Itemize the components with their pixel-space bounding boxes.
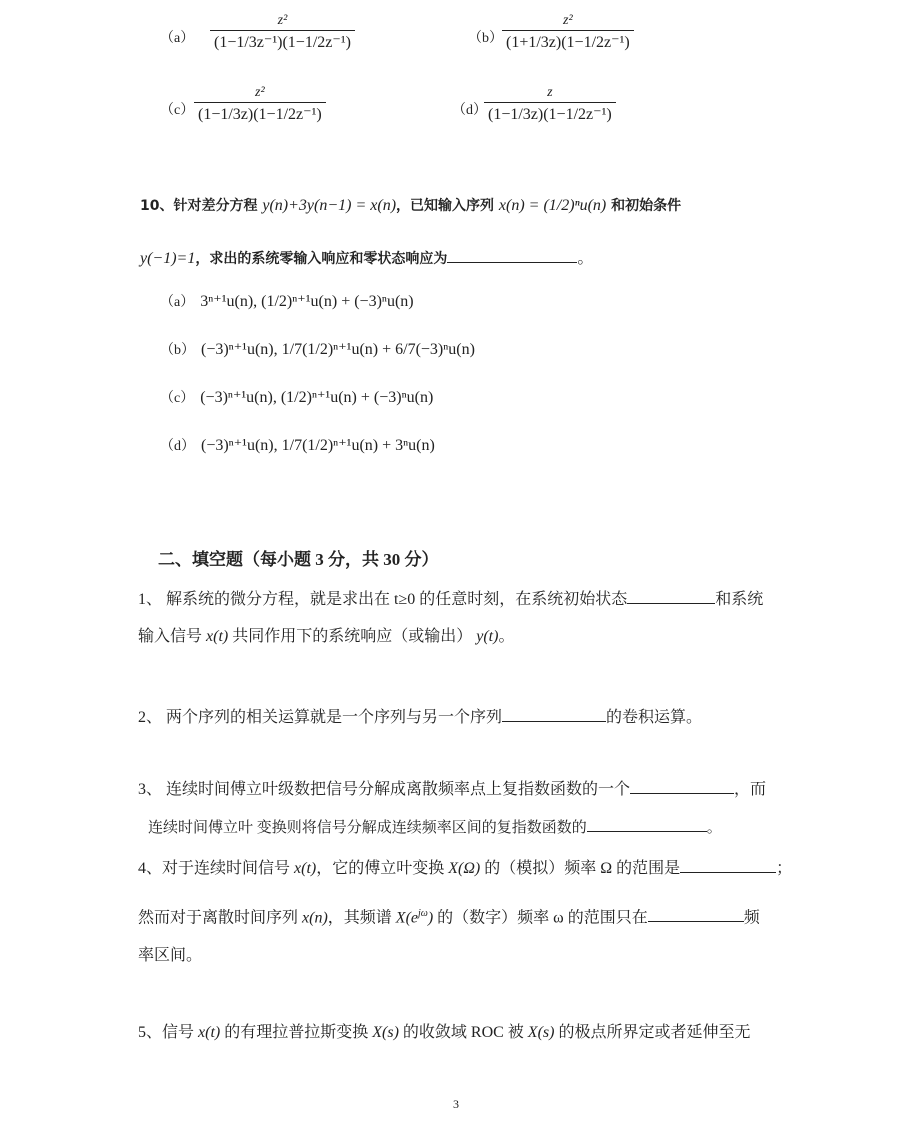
numerator: z² xyxy=(277,13,288,28)
text: 的（数字）频率 ω 的范围只在 xyxy=(433,909,648,927)
page-number: 3 xyxy=(453,1097,459,1111)
equation: y(−1)=1 xyxy=(140,250,196,267)
text: 和系统 xyxy=(715,591,764,608)
text: 10、针对差分方程 xyxy=(140,198,263,214)
equation: x(n) = (1/2)ⁿu(n) xyxy=(498,197,607,214)
math: y(t) xyxy=(476,628,499,645)
option-label: （c） xyxy=(160,103,195,118)
text: ； xyxy=(776,860,793,877)
denominator: (1−1/3z)(1−1/2z⁻¹) xyxy=(194,102,326,125)
q10-option-c xyxy=(160,388,433,409)
math: x(t) xyxy=(198,1024,221,1041)
answer-blank[interactable] xyxy=(502,705,606,722)
q9-fraction-c xyxy=(194,84,326,125)
denominator: (1−1/3z)(1−1/2z⁻¹) xyxy=(484,102,616,125)
text: 的有理拉普拉斯变换 xyxy=(220,1024,373,1041)
q10-line-1 xyxy=(140,196,681,216)
fill-q3-line-1 xyxy=(138,777,766,800)
text: 和初始条件 xyxy=(606,198,682,214)
fill-q1-line-2 xyxy=(138,627,514,647)
fill-q1-line-1 xyxy=(138,587,763,610)
denominator: (1−1/3z⁻¹)(1−1/2z⁻¹) xyxy=(210,30,355,53)
math: x(n) xyxy=(302,909,328,927)
text: ，已知输入序列 xyxy=(396,198,499,214)
equation: y(n)+3y(n−1) = x(n) xyxy=(262,197,397,214)
text: 2、 两个序列的相关运算就是一个序列与另一个序列 xyxy=(138,709,503,726)
q9-option-a xyxy=(160,28,200,49)
fill-q3-line-2 xyxy=(148,815,722,838)
text: ，它的傅立叶变换 xyxy=(316,860,449,877)
q10-option-a xyxy=(160,292,414,313)
math: X(s) xyxy=(372,1024,399,1041)
answer-blank[interactable] xyxy=(587,815,707,832)
option-text: (−3)ⁿ⁺¹u(n), 1/7(1/2)ⁿ⁺¹u(n) + 3ⁿu(n) xyxy=(201,437,435,454)
text: 然而对于离散时间序列 xyxy=(138,909,303,927)
option-text: (−3)ⁿ⁺¹u(n), 1/7(1/2)ⁿ⁺¹u(n) + 6/7(−3)ⁿu(n) xyxy=(201,341,475,358)
text: 5、信号 xyxy=(138,1024,199,1041)
q9-fraction-b xyxy=(502,12,634,53)
fill-q4-line-2 xyxy=(138,904,760,928)
math: jω xyxy=(418,908,428,919)
text: 的卷积运算。 xyxy=(606,709,703,726)
text: 。 xyxy=(706,820,722,836)
q10-option-b xyxy=(160,340,475,361)
text: 输入信号 xyxy=(138,628,207,645)
option-label: （a） xyxy=(160,31,195,46)
text: 。 xyxy=(498,628,515,645)
text: 频 xyxy=(743,909,760,927)
answer-blank[interactable] xyxy=(680,856,776,873)
text: 4、对于连续时间信号 xyxy=(138,860,295,877)
answer-blank[interactable] xyxy=(630,777,734,794)
text: 。 xyxy=(577,250,594,267)
option-label: （d） xyxy=(452,103,487,118)
text: 的极点所界定或者延伸至无 xyxy=(554,1024,751,1041)
section-title: 二、填空题（每小题 3 分，共 30 分） xyxy=(158,550,439,569)
numerator: z² xyxy=(255,85,265,100)
option-text: 3ⁿ⁺¹u(n), (1/2)ⁿ⁺¹u(n) + (−3)ⁿu(n) xyxy=(200,293,414,310)
option-label: （a） xyxy=(160,295,195,310)
text: 的收敛域 ROC 被 xyxy=(398,1024,528,1041)
answer-blank[interactable] xyxy=(447,246,577,263)
text: ，求出的系统零输入响应和零状态响应为 xyxy=(195,251,448,267)
answer-blank[interactable] xyxy=(648,905,744,922)
math: X(e xyxy=(395,909,418,927)
text: 共同作用下的系统响应（或输出） xyxy=(228,628,477,645)
option-text: (−3)ⁿ⁺¹u(n), (1/2)ⁿ⁺¹u(n) + (−3)ⁿu(n) xyxy=(200,389,434,406)
math: x(t) xyxy=(294,860,317,877)
fill-q4-line-1 xyxy=(138,856,792,879)
q10-option-d xyxy=(160,436,435,457)
option-label: （b） xyxy=(160,343,195,358)
fill-q5-line-1 xyxy=(138,1023,750,1043)
q9-fraction-a xyxy=(210,12,355,53)
fill-q4-line-3: 率区间。 xyxy=(138,947,203,964)
text: 1、 解系统的微分方程，就是求出在 t≥0 的任意时刻，在系统初始状态 xyxy=(138,591,628,608)
option-label: （d） xyxy=(160,439,195,454)
answer-blank[interactable] xyxy=(627,587,715,604)
numerator: z² xyxy=(563,13,573,28)
denominator: (1+1/3z)(1−1/2z⁻¹) xyxy=(502,30,634,53)
option-label: （c） xyxy=(160,391,195,406)
math: X(s) xyxy=(527,1024,555,1041)
math: X(Ω) xyxy=(448,860,481,877)
numerator: z xyxy=(547,85,553,100)
text: 连续时间傅立叶 变换则将信号分解成连续频率区间的复指数函数的 xyxy=(148,820,587,836)
option-label: （b） xyxy=(468,31,503,46)
text: 3、 连续时间傅立叶级数把信号分解成离散频率点上复指数函数的一个 xyxy=(138,781,631,798)
q9-fraction-d xyxy=(484,84,616,125)
text: ，而 xyxy=(734,781,767,798)
fill-q2 xyxy=(138,705,702,728)
math: ) xyxy=(427,909,434,927)
q10-line-2 xyxy=(140,246,593,269)
math: x(t) xyxy=(206,628,229,645)
text: 的（模拟）频率 Ω 的范围是 xyxy=(480,860,681,877)
text: ，其频谱 xyxy=(327,909,396,927)
